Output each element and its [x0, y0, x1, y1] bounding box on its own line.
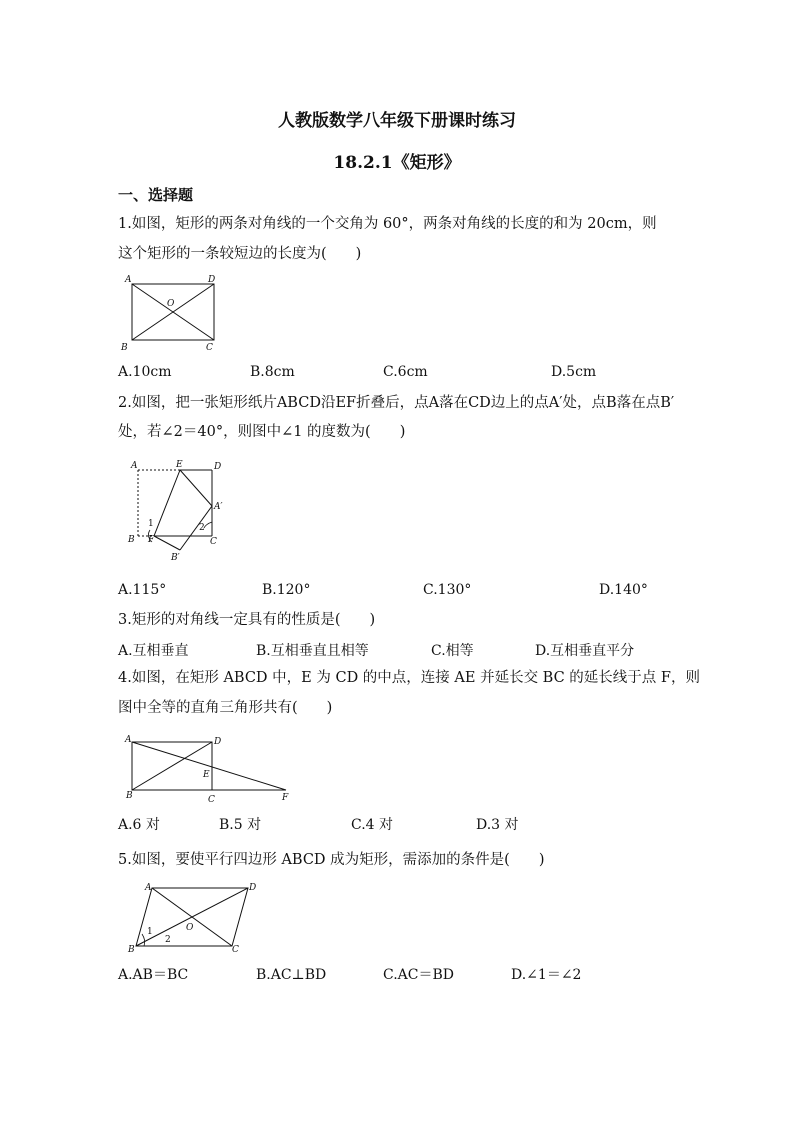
- q1-label-c: C: [206, 343, 213, 353]
- q2-label-angle-2: 2: [199, 523, 205, 533]
- q4-text-line2: 图中全等的直角三角形共有( ): [118, 700, 333, 716]
- q4-label-e: E: [203, 770, 210, 780]
- q5-label-a: A: [145, 883, 152, 893]
- q5-option-b[interactable]: B.AC⊥BD: [256, 967, 327, 983]
- section-heading: 一、选择题: [118, 186, 194, 204]
- q2-option-c[interactable]: C.130°: [423, 582, 472, 598]
- q2-label-d: D: [214, 462, 222, 472]
- q2-option-b[interactable]: B.120°: [262, 582, 311, 598]
- q2-label-a-prime: A′: [214, 502, 223, 512]
- q2-text-line1: 2.如图，把一张矩形纸片ABCD沿EF折叠后，点A落在CD边上的点A′处，点B落在点B′: [118, 395, 675, 411]
- q4-rectangle-extension-figure: [118, 730, 300, 806]
- q2-option-d[interactable]: D.140°: [599, 582, 648, 598]
- q3-option-d[interactable]: D.互相垂直平分: [535, 643, 635, 659]
- q5-label-angle-2: 2: [165, 935, 171, 945]
- q4-line-af: [132, 742, 286, 790]
- q5-option-c[interactable]: C.AC＝BD: [383, 967, 454, 983]
- q2-label-angle-1: 1: [148, 519, 154, 529]
- q5-label-c: C: [232, 945, 239, 954]
- q2-label-a: A: [131, 461, 138, 471]
- q5-option-a[interactable]: A.AB＝BC: [118, 967, 189, 983]
- q3-text-line1: 3.矩形的对角线一定具有的性质是( ): [118, 612, 376, 628]
- q5-parallelogram-figure: [118, 878, 268, 954]
- q2-label-b-prime: B′: [171, 553, 180, 563]
- q1-rectangle-figure: [118, 272, 228, 354]
- q1-text-line2: 这个矩形的一条较短边的长度为( ): [118, 246, 362, 262]
- q1-label-d: D: [208, 275, 216, 285]
- q2-a1b1: [180, 506, 212, 550]
- q2-option-a[interactable]: A.115°: [118, 582, 167, 598]
- q4-label-d: D: [214, 737, 222, 747]
- q1-text-line1: 1.如图，矩形的两条对角线的一个交角为 60°，两条对角线的长度的和为 20cm，则: [118, 216, 657, 232]
- q2-label-e: E: [176, 460, 183, 470]
- q4-label-f: F: [282, 793, 289, 803]
- q4-option-a[interactable]: A.6 对: [118, 817, 160, 833]
- q5-angle-arc: [142, 934, 145, 946]
- q4-label-b: B: [126, 791, 133, 801]
- q4-label-a: A: [125, 735, 132, 745]
- q2-ea1: [180, 470, 212, 506]
- q1-option-b[interactable]: B.8cm: [250, 364, 295, 380]
- q5-diagonal-bd: [136, 888, 248, 946]
- q2-fb1: [154, 536, 180, 550]
- q4-option-b[interactable]: B.5 对: [219, 817, 262, 833]
- q5-text-line1: 5.如图，要使平行四边形 ABCD 成为矩形，需添加的条件是( ): [118, 852, 545, 868]
- q5-label-b: B: [128, 945, 135, 954]
- q3-option-b[interactable]: B.互相垂直且相等: [256, 643, 369, 659]
- q5-label-o: O: [186, 923, 194, 933]
- q2-label-b: B: [128, 535, 135, 545]
- q1-option-c[interactable]: C.6cm: [383, 364, 428, 380]
- q2-label-f: F: [148, 535, 155, 545]
- q2-folding-figure: [118, 456, 234, 564]
- worksheet-title: 人教版数学八年级下册课时练习: [278, 111, 516, 131]
- q1-label-b: B: [121, 343, 128, 353]
- q5-label-angle-1: 1: [147, 927, 153, 937]
- q4-diagonal-bd: [132, 742, 212, 790]
- q2-label-c: C: [210, 537, 217, 547]
- q5-option-d[interactable]: D.∠1＝∠2: [511, 967, 582, 983]
- q1-option-d[interactable]: D.5cm: [551, 364, 597, 380]
- q3-option-c[interactable]: C.相等: [431, 643, 474, 659]
- q3-option-a[interactable]: A.互相垂直: [118, 643, 189, 659]
- q1-label-o: O: [167, 299, 175, 309]
- q2-text-line2: 处，若∠2＝40°，则图中∠1 的度数为( ): [118, 424, 406, 440]
- q4-option-d[interactable]: D.3 对: [476, 817, 519, 833]
- q2-angle-2-arc: [204, 522, 212, 528]
- worksheet-subtitle: 18.2.1《矩形》: [333, 153, 461, 173]
- q1-label-a: A: [125, 275, 132, 285]
- q4-label-c: C: [208, 795, 215, 805]
- q5-label-d: D: [249, 883, 257, 893]
- q1-option-a[interactable]: A.10cm: [118, 364, 172, 380]
- q2-ef-fold-line: [154, 470, 180, 536]
- q4-option-c[interactable]: C.4 对: [351, 817, 394, 833]
- q4-text-line1: 4.如图，在矩形 ABCD 中，E 为 CD 的中点，连接 AE 并延长交 BC 的延长线于点 F，则: [118, 670, 700, 686]
